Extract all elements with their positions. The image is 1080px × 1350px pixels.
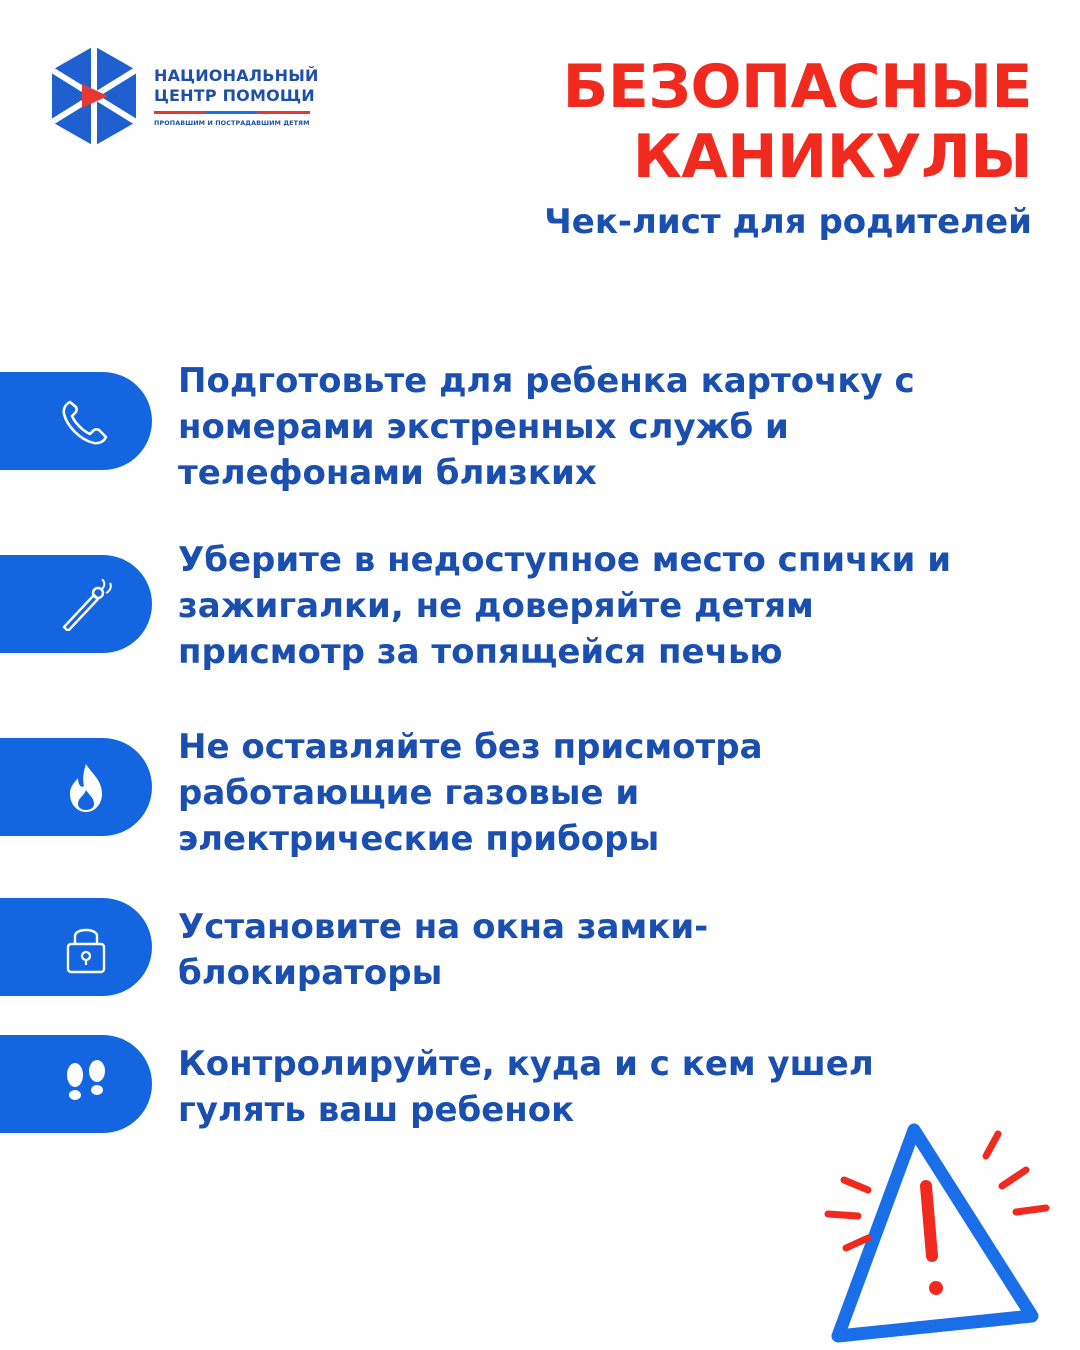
item-line: Уберите в недоступное место спички и <box>178 540 952 580</box>
item-icon-pill <box>0 555 152 653</box>
match-icon <box>58 579 114 631</box>
item-line: номерами экстренных служб и <box>178 407 789 447</box>
footprints-icon <box>58 1059 114 1111</box>
logo-line-1: НАЦИОНАЛЬНЫЙ <box>154 66 319 85</box>
item-text <box>178 537 1038 675</box>
item-line: работающие газовые и <box>178 773 640 813</box>
lock-icon <box>58 922 114 974</box>
fire-icon <box>58 762 114 814</box>
page-title-line-2: КАНИКУЛЫ <box>632 122 1032 192</box>
item-line: Не оставляйте без присмотра <box>178 727 763 767</box>
logo-text <box>154 66 319 128</box>
logo-hexagon-icon <box>44 42 144 152</box>
page-title-line-1: БЕЗОПАСНЫЕ <box>562 52 1032 122</box>
item-icon-pill <box>0 898 152 996</box>
item-line: Установите на окна замки- <box>178 907 709 947</box>
item-icon-pill <box>0 1035 152 1133</box>
header <box>544 52 1032 244</box>
page-subtitle: Чек-лист для родителей <box>544 202 1032 242</box>
logo-line-2: ЦЕНТР ПОМОЩИ <box>154 86 315 105</box>
item-text <box>178 724 1038 862</box>
logo-subtitle: ПРОПАВШИМ И ПОСТРАДАВШИМ ДЕТЯМ <box>154 119 310 127</box>
item-line: телефонами близких <box>178 453 597 493</box>
item-line: Контролируйте, куда и с кем ушел <box>178 1044 874 1084</box>
item-line: Подготовьте для ребенка карточку с <box>178 361 915 401</box>
item-line: электрические приборы <box>178 819 660 859</box>
item-icon-pill <box>0 738 152 836</box>
phone-icon <box>58 396 114 448</box>
item-line: зажигалки, не доверяйте детям <box>178 586 814 626</box>
item-line: присмотр за топящейся печью <box>178 632 783 672</box>
logo-divider <box>154 111 310 114</box>
item-text <box>178 904 1038 996</box>
item-icon-pill <box>0 372 152 470</box>
item-line: блокираторы <box>178 953 443 993</box>
logo <box>44 42 334 152</box>
warning-icon <box>820 1110 1060 1350</box>
item-line: гулять ваш ребенок <box>178 1090 575 1130</box>
item-text <box>178 358 1038 496</box>
